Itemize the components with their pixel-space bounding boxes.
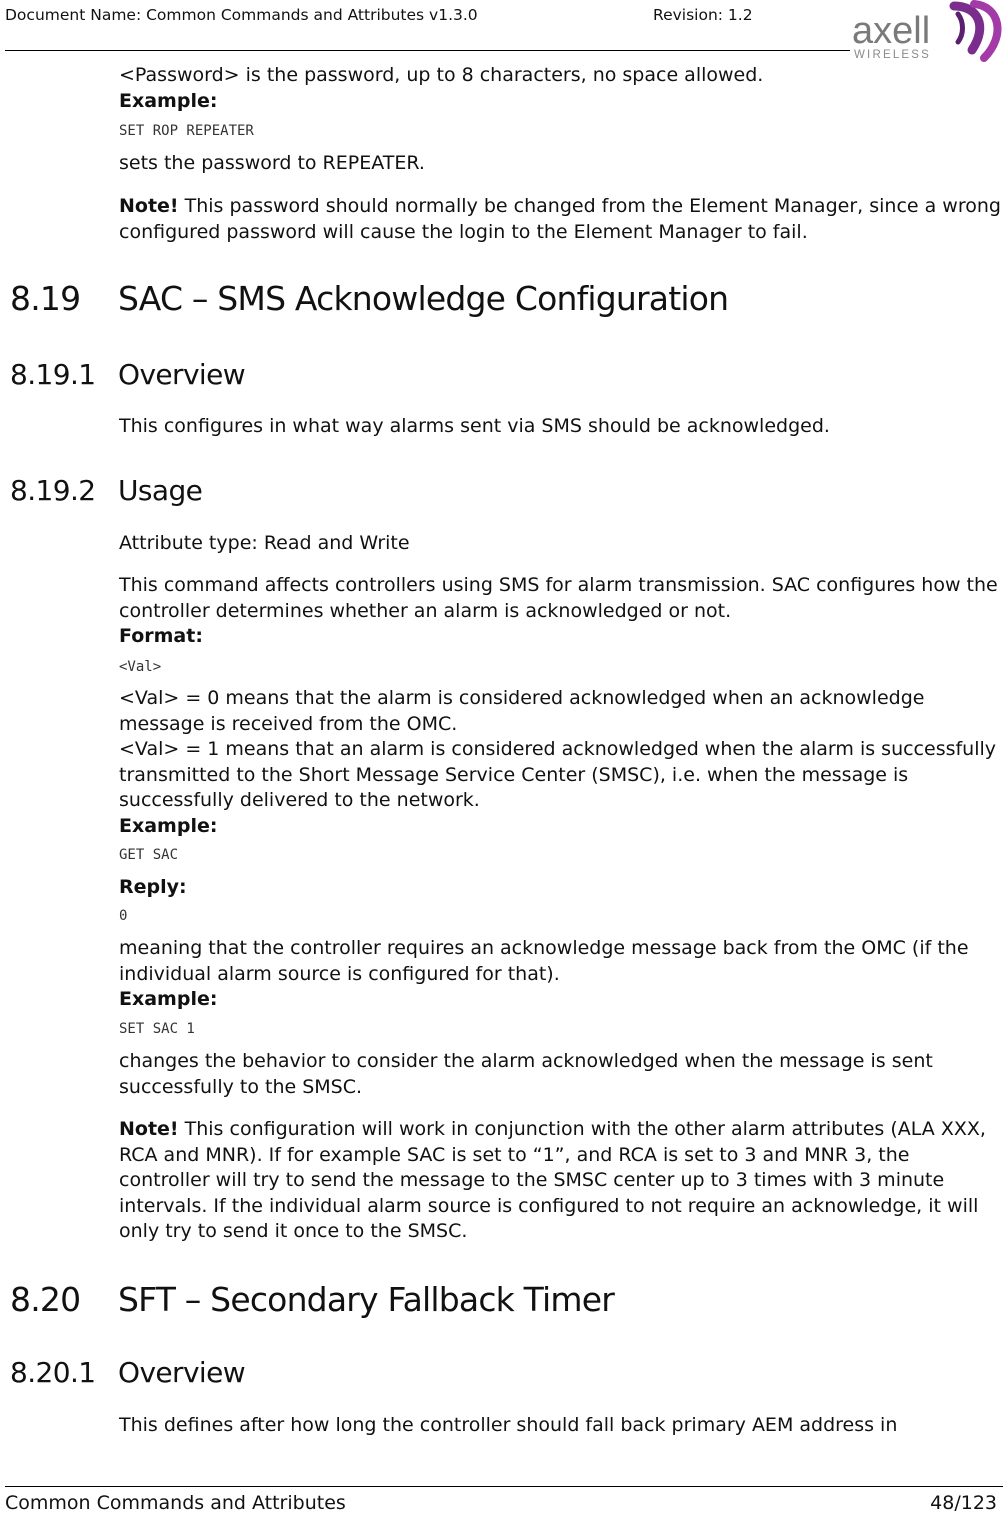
example-desc-text: sets the password to REPEATER. — [119, 152, 425, 174]
affects-text: This command affects controllers using SMS for alarm transmission. SAC configures how the controller determines whether an alarm is acknowledged or not. — [119, 574, 998, 622]
document-name: Document Name: Common Commands and Attributes v1.3.0 — [5, 6, 478, 24]
val-1-description: <Val> = 1 means that an alarm is considered acknowledged when the alarm is successfully transmitted to the Short Message Service Center (SMSC), i.e. when the message is successfully delivered to the network. — [119, 738, 997, 811]
subsection-heading-8-20-1 — [10, 1356, 245, 1389]
usage-description — [119, 573, 1003, 650]
example-label: Example: — [119, 814, 218, 837]
section-number: 8.20 — [10, 1280, 81, 1319]
header-rule — [5, 50, 850, 51]
logo-subtitle: WIRELESS — [854, 49, 932, 61]
example-description — [119, 151, 1003, 177]
section-number: 8.19 — [10, 279, 81, 318]
note-label: Note! — [119, 1118, 179, 1140]
footer-rule — [5, 1486, 1003, 1487]
password-line: <Password> is the password, up to 8 characters, no space allowed. — [119, 64, 764, 86]
example-code-set-sac: SET SAC 1 — [119, 1021, 195, 1037]
password-note — [119, 194, 1003, 245]
revision: Revision: 1.2 — [653, 6, 753, 24]
example-label: Example: — [119, 89, 218, 112]
overview-text: This configures in what way alarms sent via SMS should be acknowledged. — [119, 415, 830, 437]
value-descriptions — [119, 686, 1003, 839]
page-footer — [0, 1486, 1005, 1517]
logo-wordmark: axell — [852, 10, 931, 52]
val-0-description: <Val> = 0 means that the alarm is considered acknowledged when an acknowledge message is received from the OMC. — [119, 687, 925, 735]
reply-code: 0 — [119, 908, 128, 924]
attribute-type — [119, 531, 1003, 557]
example2-description — [119, 1049, 1003, 1100]
subsection-number: 8.20.1 — [10, 1356, 96, 1389]
sac-note — [119, 1117, 1003, 1245]
section-title: SFT – Secondary Fallback Timer — [118, 1280, 614, 1319]
format-label: Format: — [119, 625, 203, 647]
reply-label: Reply: — [119, 876, 187, 898]
example-label: Example: — [119, 988, 218, 1010]
note-text: This password should normally be changed from the Element Manager, since a wrong configured password will cause the login to the Element Manager to fail. — [119, 195, 1001, 243]
subsection-heading-8-19-2 — [10, 474, 202, 507]
subsection-title: Overview — [118, 358, 246, 391]
sft-overview-text: This defines after how long the controller should fall back primary AEM address in — [119, 1414, 898, 1436]
section-heading-8-19 — [10, 279, 728, 318]
subsection-number: 8.19.2 — [10, 474, 96, 507]
example-code: SET ROP REPEATER — [119, 123, 254, 139]
subsection-title: Usage — [118, 474, 203, 507]
example2-desc-text: changes the behavior to consider the alarm acknowledged when the message is sent successfully to the SMSC. — [119, 1050, 933, 1098]
section-heading-8-20 — [10, 1280, 614, 1319]
subsection-heading-8-19-1 — [10, 358, 245, 391]
footer-title: Common Commands and Attributes — [5, 1492, 346, 1514]
example-code-get-sac: GET SAC — [119, 847, 179, 863]
attribute-type-text: Attribute type: Read and Write — [119, 532, 410, 554]
reply-label-block — [119, 875, 1003, 901]
note-label: Note! — [119, 195, 179, 217]
subsection-number: 8.19.1 — [10, 358, 96, 391]
reply-description — [119, 936, 1003, 1013]
sft-overview-paragraph — [119, 1413, 1003, 1439]
overview-paragraph — [119, 414, 1003, 440]
section-title: SAC – SMS Acknowledge Configuration — [118, 279, 729, 318]
format-code: <Val> — [119, 659, 162, 675]
note-text: This configuration will work in conjunction with the other alarm attributes (ALA XXX, RCA and MNR). If for example SAC is set to “1”, and RCA is set to 3 and MNR 3, the controller will try to send the message to the SMSC center up to 3 times with 3 minute intervals. If the individual alarm source is configured to not require an acknowledge, it will only try to send it once to the SMSC. — [119, 1118, 986, 1242]
reply-desc-text: meaning that the controller requires an acknowledge message back from the OMC (if the individual alarm source is configured for that). — [119, 937, 969, 985]
subsection-title: Overview — [118, 1356, 246, 1389]
password-intro — [119, 63, 1003, 114]
page-number: 48/123 — [930, 1492, 997, 1514]
axell-wireless-logo — [848, 0, 1005, 64]
